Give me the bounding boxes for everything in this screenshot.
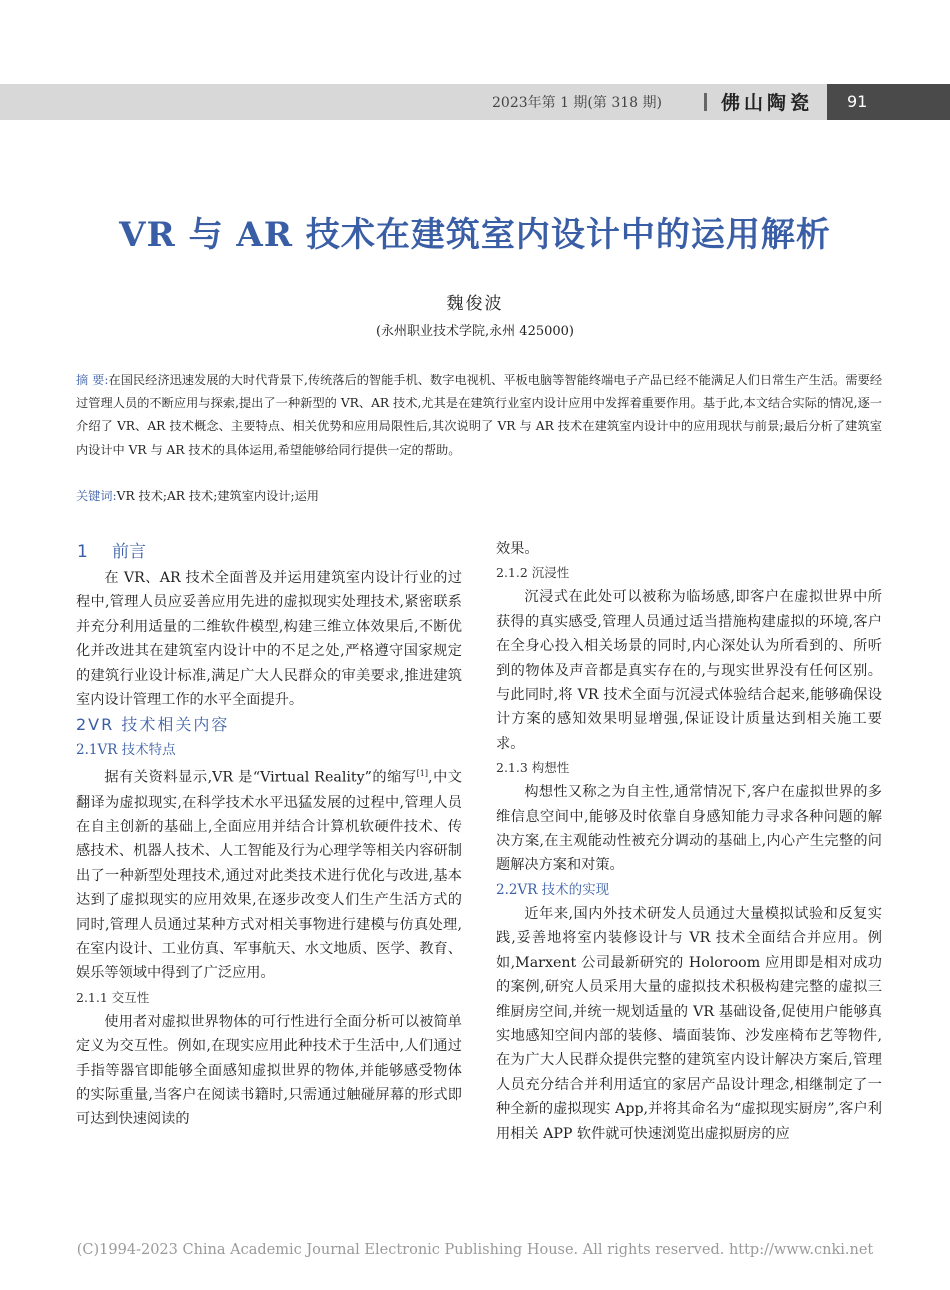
keywords (76, 485, 882, 508)
paragraph: 沉浸式在此处可以被称为临场感,即客户在虚拟世界中所获得的真实感受,管理人员通过适当措施构建虚拟的环境,客户在全身心投入相关场景的同时,内心深处认为所看到的、所听到的物体及声音都是真实存在的,与现实世界没有任何区别。与此同时,将 VR 技术全面与沉浸式体验结合起来,能够确保设计方案的感知效果明显增强,保证设计质量达到相关施工要求。 (496, 589, 882, 752)
keywords-label: 关键词: (76, 489, 117, 503)
author: 魏俊波 (446, 294, 504, 314)
left-column (76, 538, 462, 1132)
section-1-number: 1 (77, 542, 88, 562)
paragraph: 构想性又称之为自主性,通常情况下,客户在虚拟世界的多维信息空间中,能够及时依靠自身感知能力寻求各种问题的解决方案,在主观能动性被充分调动的基础上,内心产生完整的问题解决方案和对策。 (496, 784, 882, 874)
paragraph: 在 VR、AR 技术全面普及并运用建筑室内设计行业的过程中,管理人员应妥善应用先进的虚拟现实处理技术,紧密联系并充分利用适量的二维软件模型,构建三维立体效果后,不断优化并改进其在建筑室内设计中的不足之处,严格遵守国家规定的建筑行业设计标准,满足广大人民群众的审美要求,推进建筑室内设计管理工作的水平全面提升。 (76, 570, 462, 709)
section-1-title: 前言 (112, 542, 146, 562)
paragraph-text: ,中文翻译为虚拟现实,在科学技术水平迅猛发展的过程中,管理人员在自主创新的基础上,全面应用并结合计算机软硬件技术、传感技术、机器人技术、人工智能及行为心理学等相关内容研制出了一种新型处理技术,通过对此类技术进行优化与改进,基本达到了虚拟现实的应用效果,在逐步改变人们生产生活方式的同时,管理人员通过某种方式对相关事物进行建模与仿真处理,在室内设计、工业仿真、军事航天、水文地质、医学、教育、娱乐等领域中得到了广泛应用。 (76, 770, 462, 982)
affiliation: (永州职业技术学院,永州 425000) (375, 324, 575, 339)
journal-name: 佛山陶瓷 (721, 92, 814, 114)
paragraph-text: 据有关资料显示,VR 是“Virtual Reality”的缩写 (104, 770, 417, 787)
page-number-box (827, 84, 950, 120)
header-separator (704, 93, 707, 111)
abstract-text: 在国民经济迅速发展的大时代背景下,传统落后的智能手机、数字电视机、平板电脑等智能终端电子产品已经不能满足人们日常生产生活。需要经过管理人员的不断应用与探索,提出了一种新型的 VR、AR 技术,尤其是在建筑行业室内设计应用中发挥着重要作用。基于此,本文结合实际的情况,逐一介绍了 VR、AR 技术概念、主要特点、相关优势和应用局限性后,其次说明了 VR 与 AR 技术在建筑室内设计中的应用现状与前景;最后分析了建筑室内设计中 VR 与 AR 技术的具体运用,希望能够给同行提供一定的帮助。 (76, 373, 883, 457)
citation: [1] (416, 769, 428, 779)
abstract (76, 369, 882, 462)
section-2-heading: 2VR 技术相关内容 (76, 715, 230, 735)
page-number: 91 (847, 92, 868, 111)
paragraph (76, 762, 462, 985)
abstract-label: 摘 要: (76, 373, 109, 387)
section-2-1-3-heading: 2.1.3 构想性 (496, 760, 570, 776)
article-title: VR 与 AR 技术在建筑室内设计中的运用解析 (119, 215, 831, 255)
paragraph-continuation: 效果。 (496, 541, 539, 557)
paragraph: 使用者对虚拟世界物体的可行性进行全面分析可以被简单定义为交互性。例如,在现实应用此种技术于生活中,人们通过手指等器官即能够全面感知虚拟世界的物体,并能够感受物体的实际重量,当客户在阅读书籍时,只需通过触碰屏幕的形式即可达到快速阅读的 (76, 1013, 462, 1128)
section-2-1-heading: 2.1VR 技术特点 (76, 742, 176, 759)
right-column (496, 537, 882, 1146)
copyright-footer: (C)1994-2023 China Academic Journal Electronic Publishing House. All rights reserved. http://www.cnki.net (76, 1242, 874, 1258)
section-2-2-heading: 2.2VR 技术的实现 (496, 881, 610, 898)
running-header (0, 84, 950, 120)
section-2-1-1-heading: 2.1.1 交互性 (76, 989, 150, 1005)
issue-info: 2023年第 1 期(第 318 期) (492, 95, 662, 111)
section-2-1-2-heading: 2.1.2 沉浸性 (496, 565, 570, 581)
paragraph: 近年来,国内外技术研发人员通过大量模拟试验和反复实践,妥善地将室内装修设计与 VR 技术全面结合并应用。例如,Marxent 公司最新研究的 Holoroom 应用即是相对成功的案例,研究人员采用大量的虚拟技术积极构建完整的虚拟三维厨房空间,并统一规划适量的 VR 基础设备,促使用户能够真实地感知空间内部的装修、墙面装饰、沙发座椅布艺等物件,在为广大人民群众提供完整的建筑室内设计解决方案后,管理人员充分结合并利用适宜的家居产品设计理念,相继制定了一种全新的虚拟现实 App,并将其命名为“虚拟现实厨房”,客户利用相关 APP 软件就可快速浏览出虚拟厨房的应 (496, 905, 882, 1142)
keywords-text: VR 技术;AR 技术;建筑室内设计;运用 (116, 489, 319, 503)
section-1-heading (76, 538, 462, 566)
